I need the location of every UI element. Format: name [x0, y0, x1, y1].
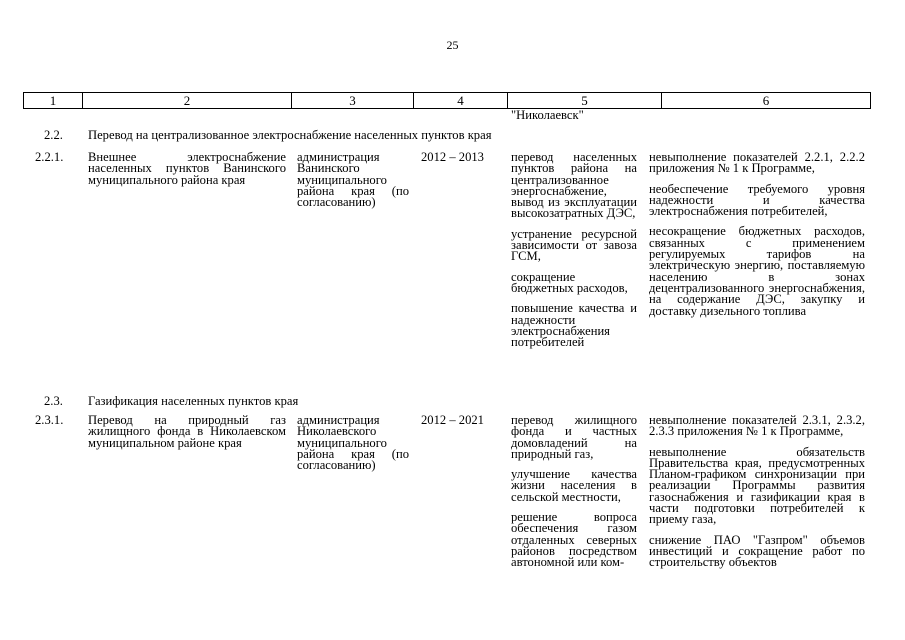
section-number: 2.2.	[44, 128, 63, 142]
executor: администрация Николаевского муниципального района края (по согласованию)	[297, 413, 409, 473]
header-col-5: 5	[508, 93, 662, 108]
result-item: перевод жилищного фонда и частных домовладений на природный газ,	[511, 413, 637, 461]
carryover-text: "Николаевск"	[511, 108, 584, 122]
result-item: устранение ресурсной зависимости от завоза ГСМ,	[511, 226, 637, 264]
section-title: Перевод на централизованное электроснабжение населенных пунктов края	[88, 128, 492, 142]
section-number: 2.3.	[44, 394, 63, 408]
consequence-item: снижение ПАО "Газпром" объемов инвестиций и сокращение работ по строительству объектов	[649, 532, 865, 570]
header-col-3: 3	[292, 93, 414, 108]
header-col-6: 6	[762, 93, 770, 108]
result-item: решение вопроса обеспечения газом отдаленных северных районов посредством автономной или ком-	[511, 510, 637, 570]
consequence-item: невыполнение показателей 2.2.1, 2.2.2 приложения № 1 к Программе,	[649, 150, 865, 176]
consequences-column	[649, 152, 865, 317]
consequences-column	[649, 415, 865, 569]
results-column	[511, 152, 637, 348]
result-item: повышение качества и надежности электроснабжения потребителей	[511, 301, 637, 350]
header-col-2: 2	[83, 93, 292, 108]
period: 2012 – 2021	[421, 413, 484, 427]
table-header-row	[23, 92, 871, 109]
row-number: 2.2.1.	[35, 150, 64, 164]
result-item: улучшение качества жизни населения в сельской местности,	[511, 467, 637, 504]
page-number: 25	[446, 38, 459, 52]
consequence-item: несокращение бюджетных расходов, связанных с применением регулируемых тарифов на электрическую энергию, поставляемую населению в зонах децентрализованного энергоснабжения, на содержание ДЭС, закупку и доставку дизельного топлива	[649, 224, 865, 318]
consequence-item: невыполнение обязательств Правительства края, предусмотренных Планом-графиком синхронизации при реализации Программы развития газоснабжения и газификации края в части подготовки потребителей к приему газа,	[649, 444, 865, 527]
section-title: Газификация населенных пунктов края	[88, 394, 299, 408]
period: 2012 – 2013	[421, 150, 484, 164]
executor: администрация Ванинского муниципального района края (по согласованию)	[297, 150, 409, 210]
header-col-4: 4	[414, 93, 508, 108]
header-col-1: 1	[24, 93, 83, 108]
consequence-item: необеспечение требуемого уровня надежности и качества электроснабжения потребителей,	[649, 181, 865, 219]
result-item: сокращение бюджетных расходов,	[511, 269, 628, 295]
row-number: 2.3.1.	[35, 413, 64, 427]
result-item: перевод населенных пунктов района на централизованное энергоснабжение, вывод из эксплуатации высокозатратных ДЭС,	[511, 150, 637, 221]
consequence-item: невыполнение показателей 2.3.1, 2.3.2, 2.3.3 приложения № 1 к Программе,	[649, 413, 865, 439]
measure-name: Внешнее электроснабжение населенных пунктов Ванинского муниципального района края	[88, 150, 286, 187]
measure-name: Перевод на природный газ жилищного фонда в Николаевском муниципальном районе края	[88, 413, 286, 450]
results-column	[511, 415, 637, 569]
